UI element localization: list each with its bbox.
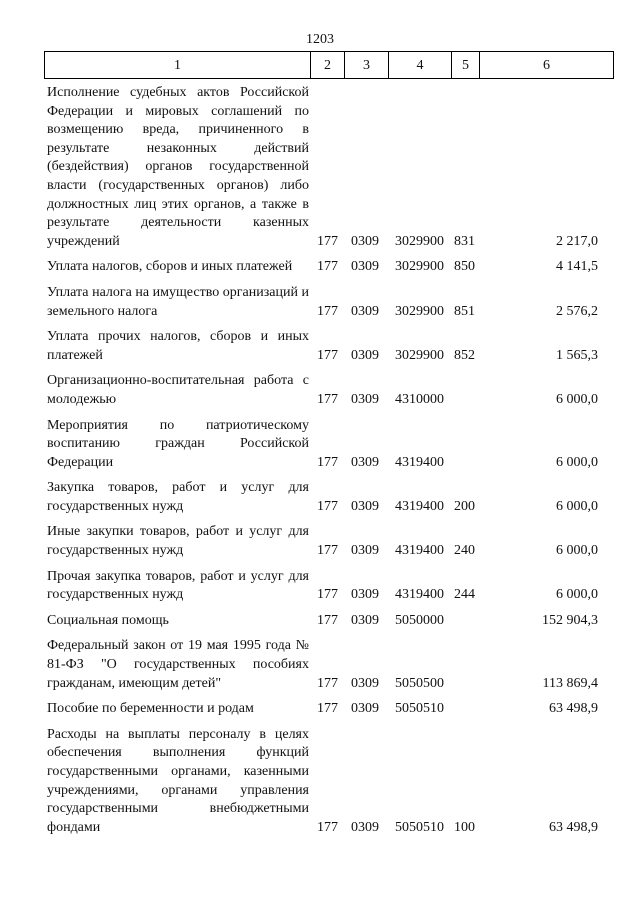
- amount: 152 904,3: [542, 612, 598, 628]
- row-description: Иные закупки товаров, работ и услуг для государственных нужд: [47, 524, 309, 559]
- header-col-1: 1: [45, 52, 311, 78]
- section-code: 0309: [351, 454, 379, 470]
- table-row: [0, 726, 640, 838]
- expense-type-code: 240: [454, 543, 475, 559]
- article-code: 4310000: [395, 391, 444, 407]
- header-col-3: 3: [345, 52, 389, 78]
- amount: 63 498,9: [549, 819, 598, 835]
- row-codes: [0, 819, 640, 838]
- admin-code: 177: [317, 454, 338, 470]
- article-code: 3029900: [395, 233, 444, 249]
- amount: 1 565,3: [556, 347, 598, 363]
- article-code: 5050000: [395, 612, 444, 628]
- table-row: [0, 258, 640, 277]
- row-codes: [0, 498, 640, 517]
- expense-type-code: 852: [454, 347, 475, 363]
- row-codes: [0, 233, 640, 252]
- header-col-6: 6: [543, 58, 550, 73]
- row-codes: [0, 347, 640, 366]
- table-header: [44, 51, 614, 79]
- row-description: Уплата налога на имущество организаций и земельного налога: [47, 284, 309, 319]
- table-row: [0, 417, 640, 473]
- row-codes: [0, 454, 640, 473]
- section-code: 0309: [351, 675, 379, 691]
- section-code: 0309: [351, 612, 379, 628]
- article-code: 5050500: [395, 675, 444, 691]
- row-description: Уплата прочих налогов, сборов и иных платежей: [47, 329, 309, 363]
- admin-code: 177: [317, 498, 338, 514]
- expense-type-code: 200: [454, 498, 475, 514]
- section-code: 0309: [351, 259, 379, 275]
- admin-code: 177: [317, 701, 338, 717]
- table-row: [0, 372, 640, 409]
- amount: 63 498,9: [549, 701, 598, 717]
- row-codes: [0, 700, 640, 719]
- header-col-5: 5: [452, 52, 480, 78]
- table-row: [0, 479, 640, 516]
- amount: 6 000,0: [556, 454, 598, 470]
- section-code: 0309: [351, 498, 379, 514]
- row-description: Социальная помощь: [47, 612, 169, 628]
- section-code: 0309: [351, 391, 379, 407]
- row-description: Мероприятия по патриотическому воспитанию граждан Российской Федерации: [47, 417, 309, 470]
- row-codes: [0, 258, 640, 277]
- admin-code: 177: [317, 347, 338, 363]
- row-codes: [0, 612, 640, 631]
- page-number: 1203: [306, 32, 334, 47]
- section-code: 0309: [351, 587, 379, 603]
- expense-type-code: 831: [454, 233, 475, 249]
- section-code: 0309: [351, 233, 379, 249]
- row-codes: [0, 542, 640, 561]
- table-row: [0, 612, 640, 631]
- article-code: 5050510: [395, 819, 444, 835]
- admin-code: 177: [317, 587, 338, 603]
- section-code: 0309: [351, 543, 379, 559]
- table-row: [0, 568, 640, 605]
- row-description: Прочая закупка товаров, работ и услуг для государственных нужд: [47, 568, 309, 603]
- expense-type-code: 851: [454, 303, 475, 319]
- admin-code: 177: [317, 303, 338, 319]
- admin-code: 177: [317, 391, 338, 407]
- article-code: 4319400: [395, 587, 444, 603]
- amount: 113 869,4: [542, 675, 598, 691]
- amount: 6 000,0: [556, 498, 598, 514]
- row-description: Уплата налогов, сборов и иных платежей: [47, 259, 293, 275]
- table-row: [0, 84, 640, 251]
- expense-type-code: 850: [454, 259, 475, 275]
- row-description: Федеральный закон от 19 мая 1995 года № 81-ФЗ "О государственных пособиях гражданам, имеющим детей": [47, 638, 309, 691]
- amount: 6 000,0: [556, 543, 598, 559]
- article-code: 3029900: [395, 303, 444, 319]
- row-codes: [0, 675, 640, 694]
- article-code: 5050510: [395, 701, 444, 717]
- admin-code: 177: [317, 675, 338, 691]
- amount: 4 141,5: [556, 259, 598, 275]
- section-code: 0309: [351, 701, 379, 717]
- row-description: Исполнение судебных актов Российской Федерации и мировых соглашений по возмещению вреда, причиненного в результате незаконных действий (бездействия) органов государственной власти (государственных органов) либо должностных лиц этих органов, а также в результате деятельности казенных учреждений: [47, 85, 309, 249]
- section-code: 0309: [351, 347, 379, 363]
- admin-code: 177: [317, 543, 338, 559]
- section-code: 0309: [351, 819, 379, 835]
- row-description: Закупка товаров, работ и услуг для государственных нужд: [47, 480, 309, 514]
- article-code: 3029900: [395, 347, 444, 363]
- article-code: 4319400: [395, 454, 444, 470]
- table-row: [0, 523, 640, 560]
- admin-code: 177: [317, 233, 338, 249]
- admin-code: 177: [317, 259, 338, 275]
- row-codes: [0, 391, 640, 410]
- amount: 2 576,2: [556, 303, 598, 319]
- table-body: [0, 84, 640, 844]
- row-description: Расходы на выплаты персоналу в целях обеспечения выполнения функций государственными органами, казенными учреждениями, органами управления государственными внебюджетными фондами: [47, 726, 309, 835]
- row-codes: [0, 303, 640, 322]
- article-code: 4319400: [395, 543, 444, 559]
- admin-code: 177: [317, 819, 338, 835]
- row-description: Организационно-воспитательная работа с молодежью: [47, 373, 309, 407]
- header-col-4: 4: [389, 52, 452, 78]
- table-row: [0, 700, 640, 719]
- expense-type-code: 100: [454, 819, 475, 835]
- table-row: [0, 284, 640, 321]
- expense-type-code: 244: [454, 587, 475, 603]
- amount: 2 217,0: [556, 233, 598, 249]
- article-code: 3029900: [395, 259, 444, 275]
- article-code: 4319400: [395, 498, 444, 514]
- table-row: [0, 328, 640, 365]
- admin-code: 177: [317, 612, 338, 628]
- amount: 6 000,0: [556, 391, 598, 407]
- amount: 6 000,0: [556, 587, 598, 603]
- header-col-2: 2: [311, 52, 345, 78]
- table-row: [0, 637, 640, 693]
- row-codes: [0, 586, 640, 605]
- section-code: 0309: [351, 303, 379, 319]
- row-description: Пособие по беременности и родам: [47, 701, 254, 717]
